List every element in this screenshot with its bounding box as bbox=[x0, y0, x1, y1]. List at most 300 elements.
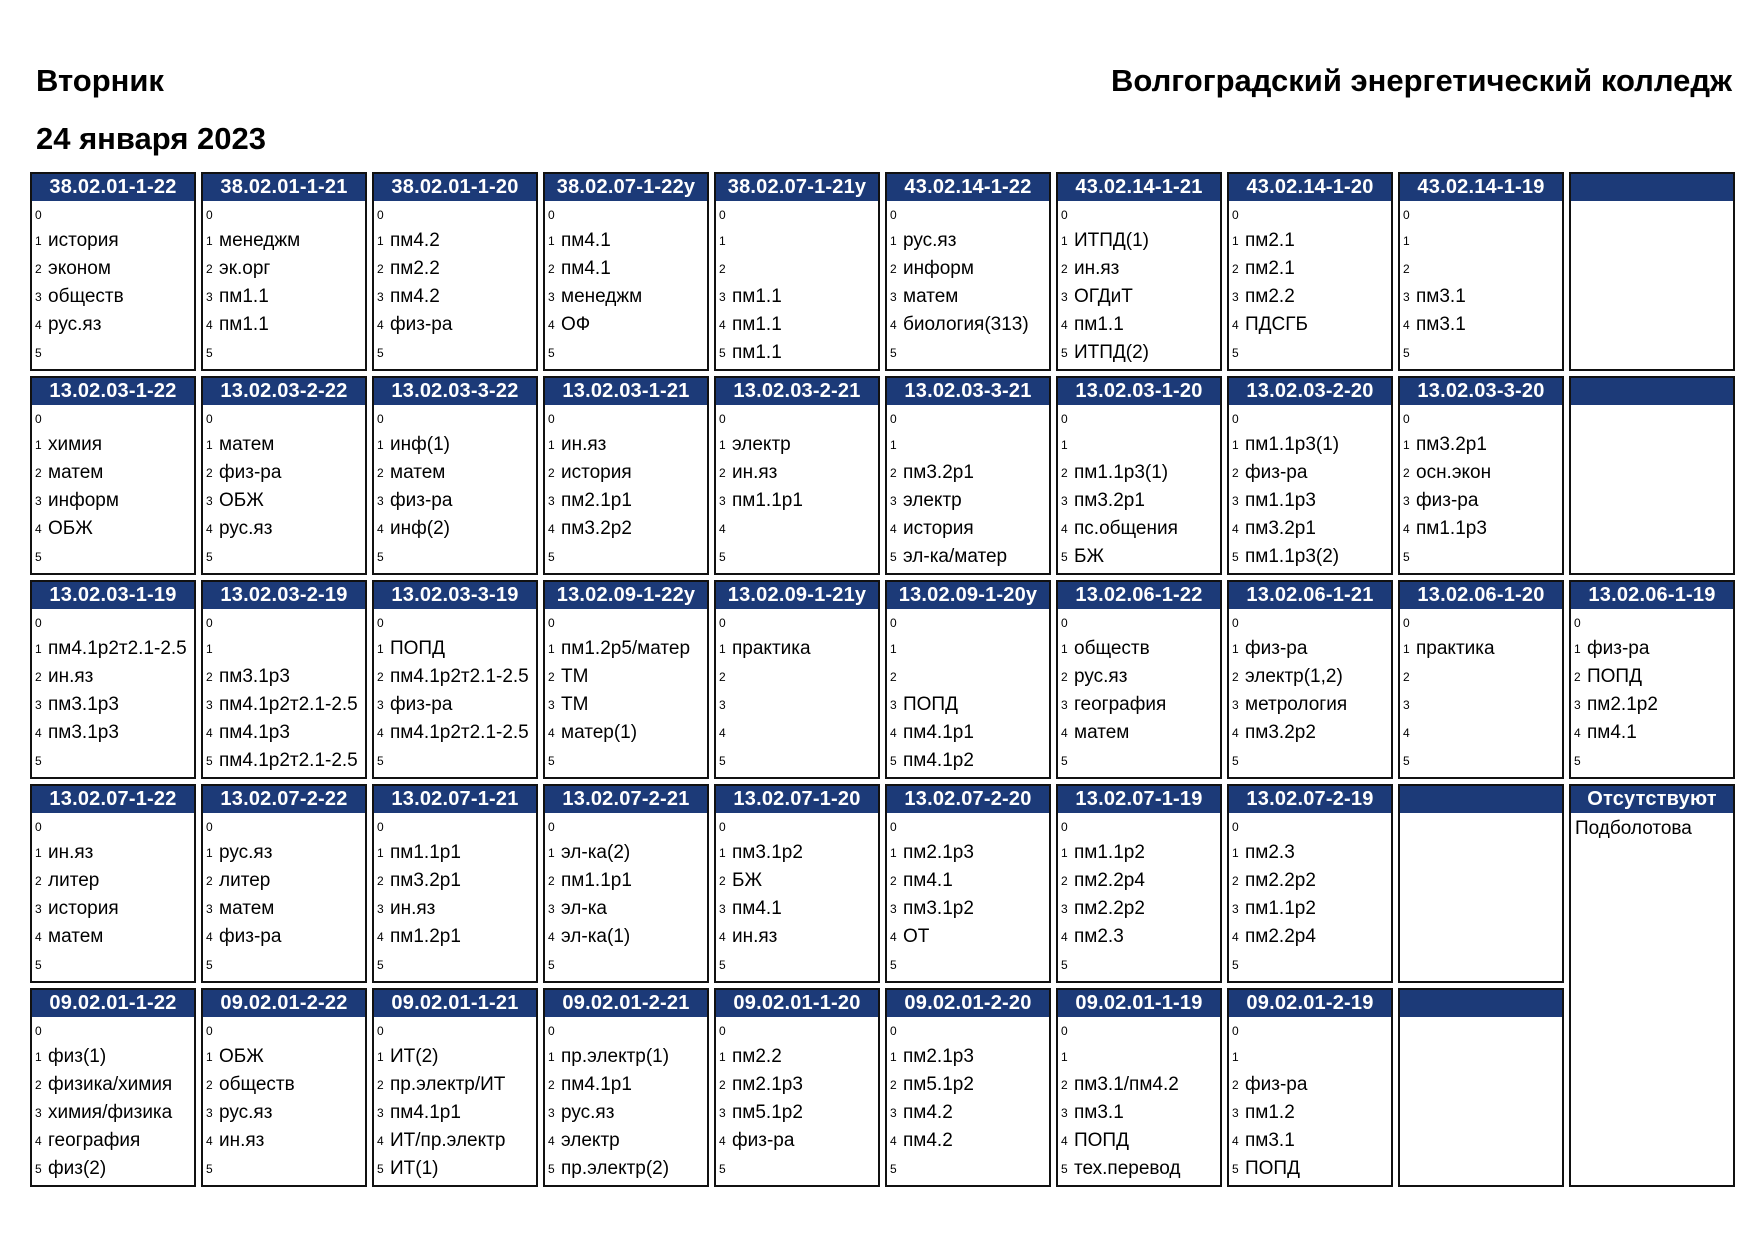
lesson-row bbox=[1229, 1019, 1391, 1043]
lesson-subject: пм4.1 bbox=[561, 258, 611, 279]
lesson-number: 3 bbox=[206, 1106, 213, 1120]
lesson-row bbox=[1229, 1071, 1391, 1099]
lesson-number: 3 bbox=[377, 1106, 384, 1120]
group-code: 13.02.06-1-22 bbox=[1058, 582, 1220, 609]
lesson-subject: ТМ bbox=[561, 666, 589, 687]
lesson-number: 3 bbox=[1403, 290, 1410, 304]
lesson-row bbox=[1571, 635, 1733, 663]
lesson-subject: пм3.1 bbox=[1416, 314, 1466, 335]
lesson-number: 3 bbox=[35, 1106, 42, 1120]
lesson-row bbox=[1058, 839, 1220, 867]
lesson-row bbox=[887, 459, 1049, 487]
lesson-number: 0 bbox=[1403, 412, 1410, 426]
lesson-row bbox=[203, 895, 365, 923]
lesson-subject: пм1.1 bbox=[1074, 314, 1124, 335]
lesson-number: 5 bbox=[1403, 754, 1410, 768]
lesson-row bbox=[374, 255, 536, 283]
lesson-row bbox=[1400, 691, 1562, 719]
lesson-number: 4 bbox=[1403, 318, 1410, 332]
lesson-number: 3 bbox=[548, 290, 555, 304]
lesson-row bbox=[545, 1155, 707, 1183]
lesson-number: 4 bbox=[719, 726, 726, 740]
lesson-subject: пм3.1р2 bbox=[732, 842, 803, 863]
lesson-number: 1 bbox=[890, 1050, 897, 1064]
lesson-number: 1 bbox=[1061, 846, 1068, 860]
group-code: 43.02.14-1-22 bbox=[887, 174, 1049, 201]
group-code: 09.02.01-1-21 bbox=[374, 990, 536, 1017]
lesson-row bbox=[887, 1071, 1049, 1099]
lesson-number: 1 bbox=[719, 642, 726, 656]
lesson-subject: эл-ка/матер bbox=[903, 546, 1008, 567]
lesson-row bbox=[887, 1099, 1049, 1127]
lesson-row bbox=[1058, 407, 1220, 431]
lesson-subject: физ-ра bbox=[219, 926, 282, 947]
lesson-number: 0 bbox=[377, 616, 384, 630]
lesson-number: 0 bbox=[548, 208, 555, 222]
lesson-subject: обществ bbox=[1074, 638, 1150, 659]
lesson-row bbox=[1400, 407, 1562, 431]
lesson-row bbox=[545, 951, 707, 979]
lesson-row bbox=[32, 747, 194, 775]
lesson-row bbox=[716, 227, 878, 255]
lesson-subject: физ-ра bbox=[1245, 638, 1308, 659]
lesson-row bbox=[203, 923, 365, 951]
lesson-number: 3 bbox=[377, 290, 384, 304]
group-code: 43.02.14-1-19 bbox=[1400, 174, 1562, 201]
lesson-list bbox=[887, 405, 1049, 571]
lesson-row bbox=[545, 1071, 707, 1099]
lesson-number: 5 bbox=[548, 1162, 555, 1176]
lesson-number: 1 bbox=[719, 234, 726, 248]
lesson-subject: пс.общения bbox=[1074, 518, 1178, 539]
lesson-subject: физ-ра bbox=[1587, 638, 1650, 659]
group-cell bbox=[201, 784, 367, 983]
lesson-row bbox=[1058, 227, 1220, 255]
lesson-row bbox=[1400, 719, 1562, 747]
lesson-row bbox=[1058, 1099, 1220, 1127]
lesson-number: 3 bbox=[35, 494, 42, 508]
lesson-subject: пм1.1 bbox=[732, 342, 782, 363]
lesson-subject: рус.яз bbox=[219, 1102, 273, 1123]
lesson-row bbox=[374, 1043, 536, 1071]
lesson-list bbox=[32, 609, 194, 775]
lesson-number: 4 bbox=[35, 930, 42, 944]
lesson-subject: ПОПД bbox=[1074, 1130, 1129, 1151]
lesson-number: 3 bbox=[206, 902, 213, 916]
lesson-number: 5 bbox=[1232, 1162, 1239, 1176]
lesson-number: 3 bbox=[719, 494, 726, 508]
lesson-row bbox=[887, 407, 1049, 431]
group-code: 13.02.07-1-20 bbox=[716, 786, 878, 813]
lesson-number: 2 bbox=[1403, 466, 1410, 480]
lesson-row bbox=[1229, 1099, 1391, 1127]
lesson-list bbox=[203, 1017, 365, 1183]
lesson-number: 0 bbox=[206, 412, 213, 426]
group-cell bbox=[1056, 172, 1222, 371]
lesson-row bbox=[1400, 203, 1562, 227]
group-cell bbox=[543, 784, 709, 983]
lesson-number: 5 bbox=[377, 550, 384, 564]
lesson-row bbox=[1058, 635, 1220, 663]
lesson-row bbox=[716, 691, 878, 719]
lesson-row bbox=[716, 431, 878, 459]
lesson-row bbox=[887, 923, 1049, 951]
lesson-row bbox=[203, 839, 365, 867]
lesson-row bbox=[545, 543, 707, 571]
lesson-row bbox=[1571, 747, 1733, 775]
lesson-row bbox=[32, 691, 194, 719]
lesson-number: 4 bbox=[890, 522, 897, 536]
lesson-number: 3 bbox=[719, 290, 726, 304]
lesson-number: 1 bbox=[206, 1050, 213, 1064]
lesson-number: 0 bbox=[377, 208, 384, 222]
lesson-number: 0 bbox=[206, 820, 213, 834]
lesson-row bbox=[1058, 691, 1220, 719]
lesson-number: 3 bbox=[890, 698, 897, 712]
lesson-row bbox=[1058, 1155, 1220, 1183]
lesson-subject: пм1.1р1 bbox=[561, 870, 632, 891]
lesson-number: 5 bbox=[377, 346, 384, 360]
lesson-number: 3 bbox=[35, 290, 42, 304]
lesson-number: 0 bbox=[719, 616, 726, 630]
lesson-subject: история bbox=[561, 462, 632, 483]
lesson-row bbox=[545, 1099, 707, 1127]
lesson-number: 4 bbox=[890, 1134, 897, 1148]
lesson-subject: пм2.2 bbox=[1245, 286, 1295, 307]
lesson-row bbox=[716, 283, 878, 311]
lesson-row bbox=[545, 663, 707, 691]
lesson-number: 5 bbox=[548, 754, 555, 768]
lesson-subject: пм4.1 bbox=[903, 870, 953, 891]
lesson-row bbox=[374, 895, 536, 923]
lesson-number: 1 bbox=[1232, 1050, 1239, 1064]
lesson-row bbox=[374, 867, 536, 895]
lesson-number: 0 bbox=[206, 616, 213, 630]
lesson-number: 0 bbox=[1061, 616, 1068, 630]
lesson-list bbox=[1229, 405, 1391, 571]
lesson-subject: пм3.1р3 bbox=[48, 694, 119, 715]
lesson-number: 2 bbox=[548, 670, 555, 684]
lesson-number: 5 bbox=[206, 550, 213, 564]
lesson-number: 4 bbox=[377, 1134, 384, 1148]
lesson-subject: физика/химия bbox=[48, 1074, 173, 1095]
lesson-number: 2 bbox=[548, 874, 555, 888]
lesson-subject: пм3.2р1 bbox=[903, 462, 974, 483]
lesson-row bbox=[374, 1099, 536, 1127]
group-cell bbox=[201, 376, 367, 575]
group-cell bbox=[1056, 580, 1222, 779]
group-cell bbox=[714, 784, 880, 983]
lesson-number: 0 bbox=[1574, 616, 1581, 630]
lesson-subject: пм1.1р3(1) bbox=[1245, 434, 1340, 455]
lesson-row bbox=[545, 719, 707, 747]
group-code: 13.02.07-1-19 bbox=[1058, 786, 1220, 813]
lesson-subject: эл-ка(1) bbox=[561, 926, 631, 947]
lesson-number: 3 bbox=[548, 1106, 555, 1120]
lesson-number: 2 bbox=[35, 670, 42, 684]
lesson-list bbox=[374, 1017, 536, 1183]
group-code: 13.02.03-1-22 bbox=[32, 378, 194, 405]
group-code: 38.02.07-1-21у bbox=[716, 174, 878, 201]
group-code: 38.02.07-1-22у bbox=[545, 174, 707, 201]
group-cell bbox=[1227, 988, 1393, 1187]
group-code: 13.02.07-2-19 bbox=[1229, 786, 1391, 813]
lesson-row bbox=[716, 951, 878, 979]
lesson-list bbox=[32, 405, 194, 571]
lesson-subject: матер(1) bbox=[561, 722, 638, 743]
lesson-number: 1 bbox=[890, 846, 897, 860]
lesson-row bbox=[32, 719, 194, 747]
lesson-number: 3 bbox=[377, 902, 384, 916]
lesson-number: 1 bbox=[1061, 438, 1068, 452]
group-cell bbox=[1227, 376, 1393, 575]
lesson-row bbox=[716, 515, 878, 543]
lesson-subject: метрология bbox=[1245, 694, 1348, 715]
lesson-number: 0 bbox=[1232, 820, 1239, 834]
group-code: 13.02.03-2-20 bbox=[1229, 378, 1391, 405]
lesson-number: 0 bbox=[548, 616, 555, 630]
lesson-row bbox=[1058, 1071, 1220, 1099]
lesson-number: 4 bbox=[206, 318, 213, 332]
lesson-subject: информ bbox=[48, 490, 119, 511]
lesson-number: 0 bbox=[890, 412, 897, 426]
lesson-list bbox=[32, 813, 194, 979]
lesson-row bbox=[203, 691, 365, 719]
lesson-number: 4 bbox=[1232, 522, 1239, 536]
lesson-subject: пм2.1 bbox=[1245, 258, 1295, 279]
lesson-subject: практика bbox=[1416, 638, 1495, 659]
lesson-list bbox=[1400, 609, 1562, 775]
lesson-row bbox=[887, 203, 1049, 227]
lesson-row bbox=[1058, 867, 1220, 895]
lesson-number: 4 bbox=[1232, 726, 1239, 740]
lesson-subject: ин.яз bbox=[732, 926, 778, 947]
lesson-number: 5 bbox=[890, 1162, 897, 1176]
lesson-number: 4 bbox=[890, 930, 897, 944]
lesson-list bbox=[203, 201, 365, 367]
lesson-row bbox=[1229, 543, 1391, 571]
lesson-row bbox=[32, 431, 194, 459]
lesson-row bbox=[545, 815, 707, 839]
lesson-list bbox=[545, 1017, 707, 1183]
lesson-row bbox=[1058, 951, 1220, 979]
group-code bbox=[1400, 990, 1562, 1017]
lesson-row bbox=[716, 459, 878, 487]
lesson-number: 2 bbox=[1232, 1078, 1239, 1092]
lesson-row bbox=[32, 339, 194, 367]
lesson-number: 3 bbox=[1403, 698, 1410, 712]
lesson-list bbox=[1229, 1017, 1391, 1183]
lesson-number: 4 bbox=[206, 930, 213, 944]
lesson-number: 0 bbox=[35, 1024, 42, 1038]
lesson-row bbox=[1058, 1127, 1220, 1155]
lesson-row bbox=[32, 815, 194, 839]
lesson-row bbox=[1058, 339, 1220, 367]
lesson-number: 5 bbox=[377, 754, 384, 768]
lesson-number: 2 bbox=[719, 262, 726, 276]
lesson-row bbox=[374, 203, 536, 227]
group-cell bbox=[714, 988, 880, 1187]
lesson-row bbox=[716, 1155, 878, 1183]
absent-header: Отсутствуют bbox=[1571, 786, 1733, 813]
lesson-row bbox=[32, 839, 194, 867]
lesson-row bbox=[32, 1019, 194, 1043]
lesson-row bbox=[32, 1071, 194, 1099]
lesson-number: 2 bbox=[1061, 466, 1068, 480]
lesson-row bbox=[887, 839, 1049, 867]
lesson-subject: физ(1) bbox=[48, 1046, 107, 1067]
lesson-number: 1 bbox=[890, 642, 897, 656]
lesson-number: 4 bbox=[548, 522, 555, 536]
lesson-number: 3 bbox=[1232, 1106, 1239, 1120]
lesson-number: 2 bbox=[548, 1078, 555, 1092]
lesson-number: 2 bbox=[35, 466, 42, 480]
lesson-number: 2 bbox=[890, 1078, 897, 1092]
group-cell bbox=[885, 988, 1051, 1187]
lesson-row bbox=[1058, 283, 1220, 311]
lesson-subject: пм4.1р2т2.1-2.5 bbox=[390, 722, 529, 743]
lesson-row bbox=[32, 611, 194, 635]
lesson-row bbox=[887, 635, 1049, 663]
lesson-number: 1 bbox=[377, 642, 384, 656]
group-code: 09.02.01-2-22 bbox=[203, 990, 365, 1017]
lesson-number: 5 bbox=[548, 550, 555, 564]
lesson-subject: физ-ра bbox=[390, 314, 453, 335]
lesson-subject: пм4.1р2 bbox=[903, 750, 974, 771]
lesson-subject: эконом bbox=[48, 258, 111, 279]
lesson-row bbox=[203, 611, 365, 635]
lesson-row bbox=[716, 895, 878, 923]
lesson-row bbox=[1058, 1019, 1220, 1043]
lesson-subject: ОТ bbox=[903, 926, 930, 947]
lesson-number: 1 bbox=[890, 234, 897, 248]
lesson-number: 5 bbox=[890, 346, 897, 360]
lesson-number: 0 bbox=[1403, 208, 1410, 222]
lesson-subject: пм3.1р3 bbox=[219, 666, 290, 687]
lesson-number: 2 bbox=[377, 262, 384, 276]
lesson-number: 0 bbox=[719, 1024, 726, 1038]
lesson-number: 5 bbox=[35, 550, 42, 564]
lesson-row bbox=[203, 1099, 365, 1127]
lesson-row bbox=[203, 543, 365, 571]
lesson-number: 3 bbox=[1232, 290, 1239, 304]
lesson-row bbox=[887, 815, 1049, 839]
lesson-row bbox=[203, 255, 365, 283]
lesson-list bbox=[32, 201, 194, 367]
lesson-number: 4 bbox=[35, 1134, 42, 1148]
lesson-subject: пм4.1р2т2.1-2.5 bbox=[48, 638, 187, 659]
lesson-number: 4 bbox=[719, 930, 726, 944]
lesson-row bbox=[887, 747, 1049, 775]
lesson-row bbox=[887, 339, 1049, 367]
lesson-list bbox=[545, 813, 707, 979]
college-title: Волгоградский энергетический колледж bbox=[1111, 63, 1732, 98]
lesson-subject: электр bbox=[732, 434, 791, 455]
lesson-number: 4 bbox=[1061, 1134, 1068, 1148]
empty-group-cell bbox=[1569, 172, 1735, 371]
lesson-number: 1 bbox=[1403, 438, 1410, 452]
lesson-subject: инф(1) bbox=[390, 434, 450, 455]
lesson-number: 0 bbox=[548, 820, 555, 834]
lesson-subject: пм1.1 bbox=[732, 286, 782, 307]
lesson-row bbox=[545, 867, 707, 895]
lesson-list bbox=[887, 1017, 1049, 1183]
lesson-number: 3 bbox=[206, 494, 213, 508]
lesson-row bbox=[32, 515, 194, 543]
lesson-subject: матем bbox=[48, 926, 104, 947]
schedule-grid bbox=[30, 172, 1735, 1187]
lesson-list bbox=[545, 201, 707, 367]
lesson-subject: пм4.1р2т2.1-2.5 bbox=[390, 666, 529, 687]
group-cell bbox=[714, 172, 880, 371]
lesson-number: 5 bbox=[35, 754, 42, 768]
lesson-row bbox=[32, 407, 194, 431]
lesson-number: 2 bbox=[35, 262, 42, 276]
lesson-subject: пм4.1р1 bbox=[390, 1102, 461, 1123]
lesson-number: 4 bbox=[1232, 318, 1239, 332]
lesson-subject: химия bbox=[48, 434, 103, 455]
lesson-subject: история bbox=[903, 518, 974, 539]
lesson-number: 4 bbox=[1232, 1134, 1239, 1148]
lesson-number: 1 bbox=[1403, 234, 1410, 248]
lesson-list bbox=[1058, 813, 1220, 979]
lesson-number: 3 bbox=[1232, 494, 1239, 508]
lesson-number: 2 bbox=[206, 874, 213, 888]
group-code: 09.02.01-1-22 bbox=[32, 990, 194, 1017]
group-cell bbox=[1227, 172, 1393, 371]
lesson-subject: пм4.1р1 bbox=[903, 722, 974, 743]
lesson-row bbox=[32, 227, 194, 255]
lesson-row bbox=[1229, 431, 1391, 459]
lesson-number: 4 bbox=[548, 930, 555, 944]
group-cell bbox=[372, 784, 538, 983]
lesson-row bbox=[1400, 459, 1562, 487]
lesson-row bbox=[203, 663, 365, 691]
group-code: 13.02.07-2-20 bbox=[887, 786, 1049, 813]
lesson-number: 5 bbox=[719, 958, 726, 972]
lesson-number: 5 bbox=[1061, 958, 1068, 972]
lesson-number: 4 bbox=[1403, 726, 1410, 740]
lesson-row bbox=[374, 283, 536, 311]
lesson-row bbox=[374, 431, 536, 459]
lesson-subject: рус.яз bbox=[903, 230, 957, 251]
group-code: 13.02.07-2-21 bbox=[545, 786, 707, 813]
lesson-row bbox=[32, 895, 194, 923]
lesson-list bbox=[203, 609, 365, 775]
lesson-subject: пр.электр/ИТ bbox=[390, 1074, 506, 1095]
lesson-list bbox=[1058, 1017, 1220, 1183]
lesson-subject: пм1.1р3 bbox=[1416, 518, 1487, 539]
lesson-number: 0 bbox=[377, 1024, 384, 1038]
lesson-subject: ИТ/пр.электр bbox=[390, 1130, 506, 1151]
lesson-number: 4 bbox=[35, 726, 42, 740]
lesson-subject: пм3.1 bbox=[1074, 1102, 1124, 1123]
lesson-subject: ТМ bbox=[561, 694, 589, 715]
lesson-number: 0 bbox=[1403, 616, 1410, 630]
lesson-subject: пм3.1р2 bbox=[903, 898, 974, 919]
lesson-number: 5 bbox=[1061, 346, 1068, 360]
lesson-subject: рус.яз bbox=[561, 1102, 615, 1123]
lesson-list bbox=[32, 1017, 194, 1183]
lesson-number: 1 bbox=[548, 438, 555, 452]
group-cell bbox=[1569, 580, 1735, 779]
lesson-number: 5 bbox=[1232, 754, 1239, 768]
lesson-subject: пм3.2р1 bbox=[390, 870, 461, 891]
lesson-subject: пм1.1р2 bbox=[1074, 842, 1145, 863]
lesson-row bbox=[545, 1019, 707, 1043]
lesson-subject: пм1.1 bbox=[219, 314, 269, 335]
lesson-number: 4 bbox=[890, 726, 897, 740]
